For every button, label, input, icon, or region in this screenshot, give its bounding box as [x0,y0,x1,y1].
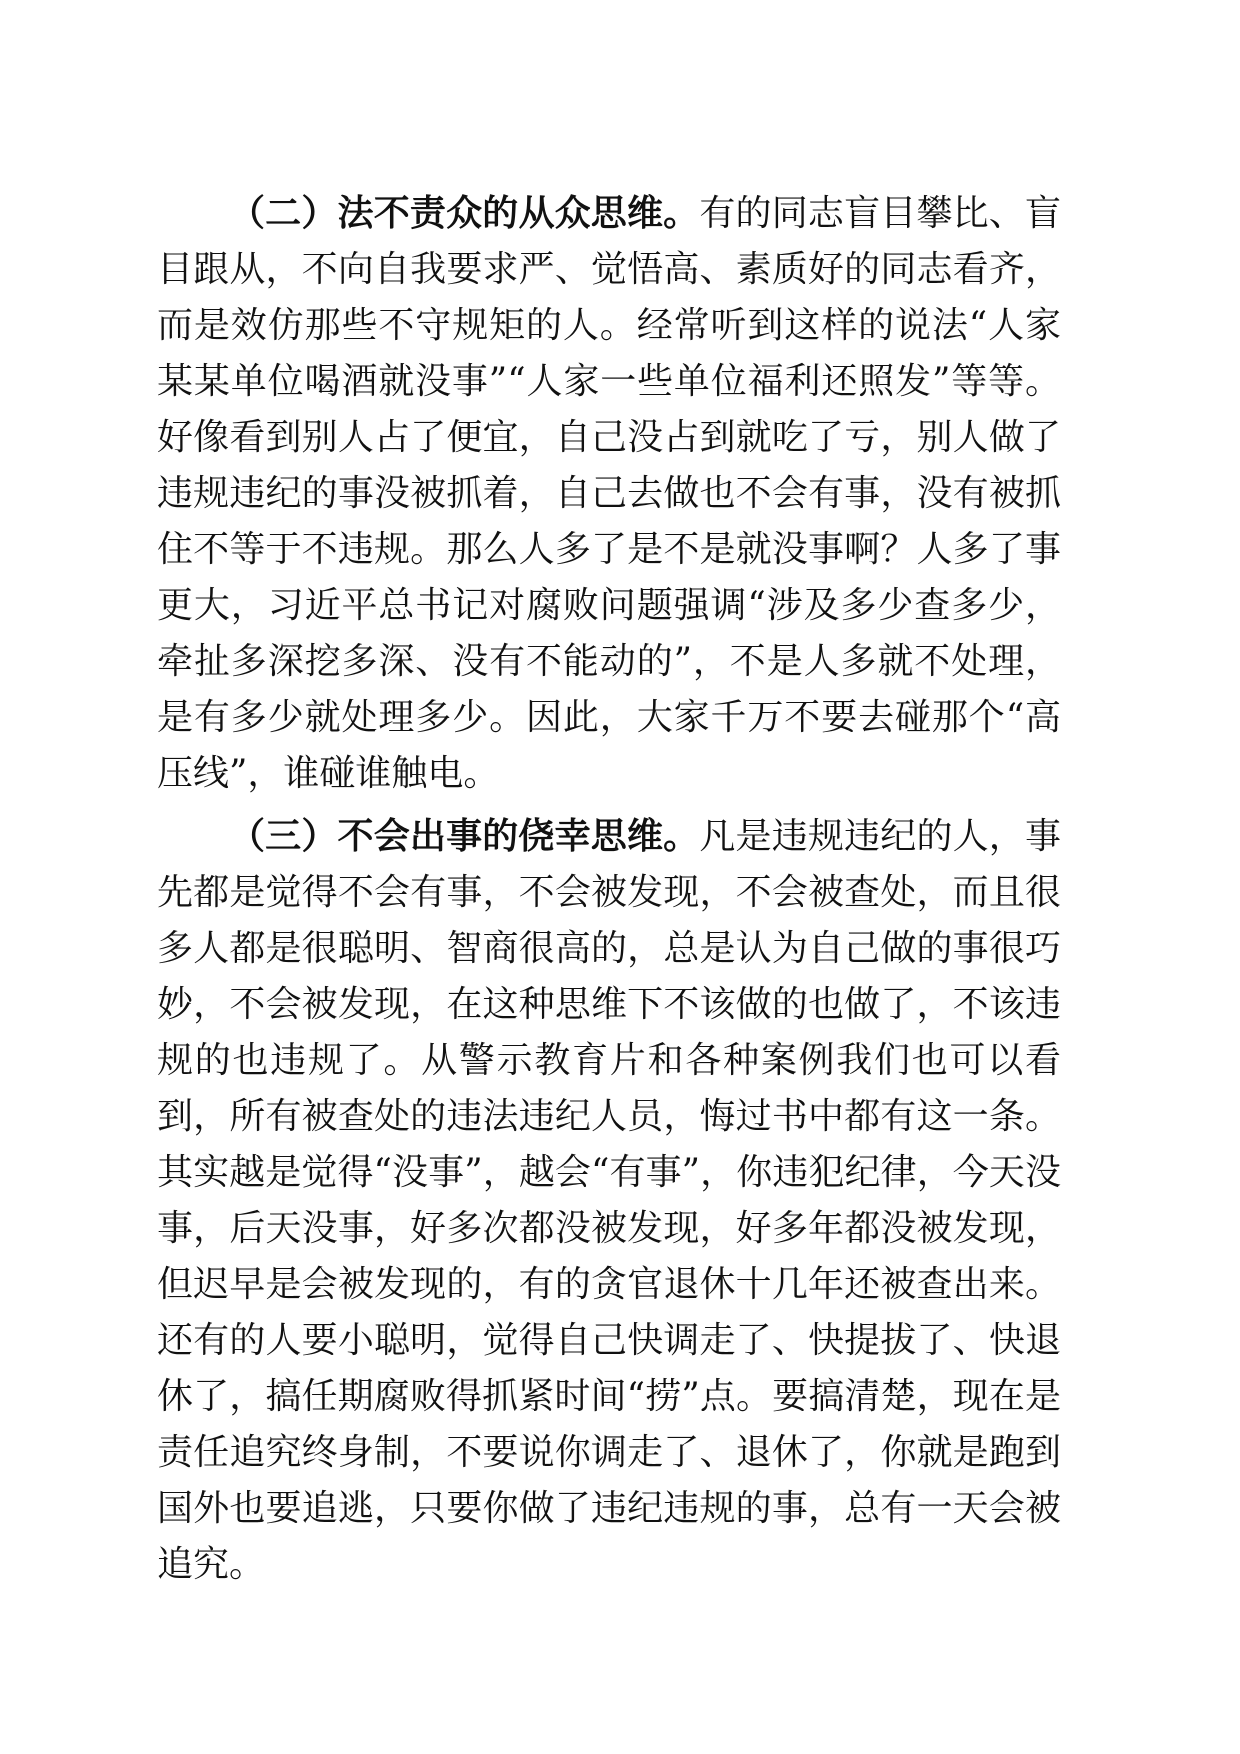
paragraph-conformity-mindset [157,186,1061,802]
paragraph-text: 有的同志盲目攀比、盲目跟从，不向自我要求严、觉悟高、素质好的同志看齐，而是效仿那些不守规矩的人。经常听到这样的说法“人家某某单位喝酒就没事”“人家一些单位福利还照发”等等。好像看到别人占了便宜，自己没占到就吃了亏，别人做了违规违纪的事没被抓着，自己去做也不会有事，没有被抓住不等于不违规。那么人多了是不是就没事啊？人多了事更大，习近平总书记对腐败问题强调“涉及多少查多少，牵扯多深挖多深、没有不能动的”，不是人多就不处理，是有多少就处理多少。因此，大家千万不要去碰那个“高压线”，谁碰谁触电。 [157,193,1061,794]
section-heading-three: （三）不会出事的侥幸思维。 [229,816,700,857]
document-body [157,186,1061,1593]
section-heading-two: （二）法不责众的从众思维。 [229,193,700,234]
paragraph-luck-mindset [157,809,1061,1593]
paragraph-text: 凡是违规违纪的人，事先都是觉得不会有事，不会被发现，不会被查处，而且很多人都是很聪明、智商很高的，总是认为自己做的事很巧妙，不会被发现，在这种思维下不该做的也做了，不该违规的也违规了。从警示教育片和各种案例我们也可以看到，所有被查处的违法违纪人员，悔过书中都有这一条。其实越是觉得“没事”，越会“有事”，你违犯纪律，今天没事，后天没事，好多次都没被发现，好多年都没被发现，但迟早是会被发现的，有的贪官退休十几年还被查出来。还有的人要小聪明，觉得自己快调走了、快提拔了、快退休了，搞任期腐败得抓紧时间“捞”点。要搞清楚，现在是责任追究终身制，不要说你调走了、退休了，你就是跑到国外也要追逃，只要你做了违纪违规的事，总有一天会被追究。 [157,816,1061,1585]
